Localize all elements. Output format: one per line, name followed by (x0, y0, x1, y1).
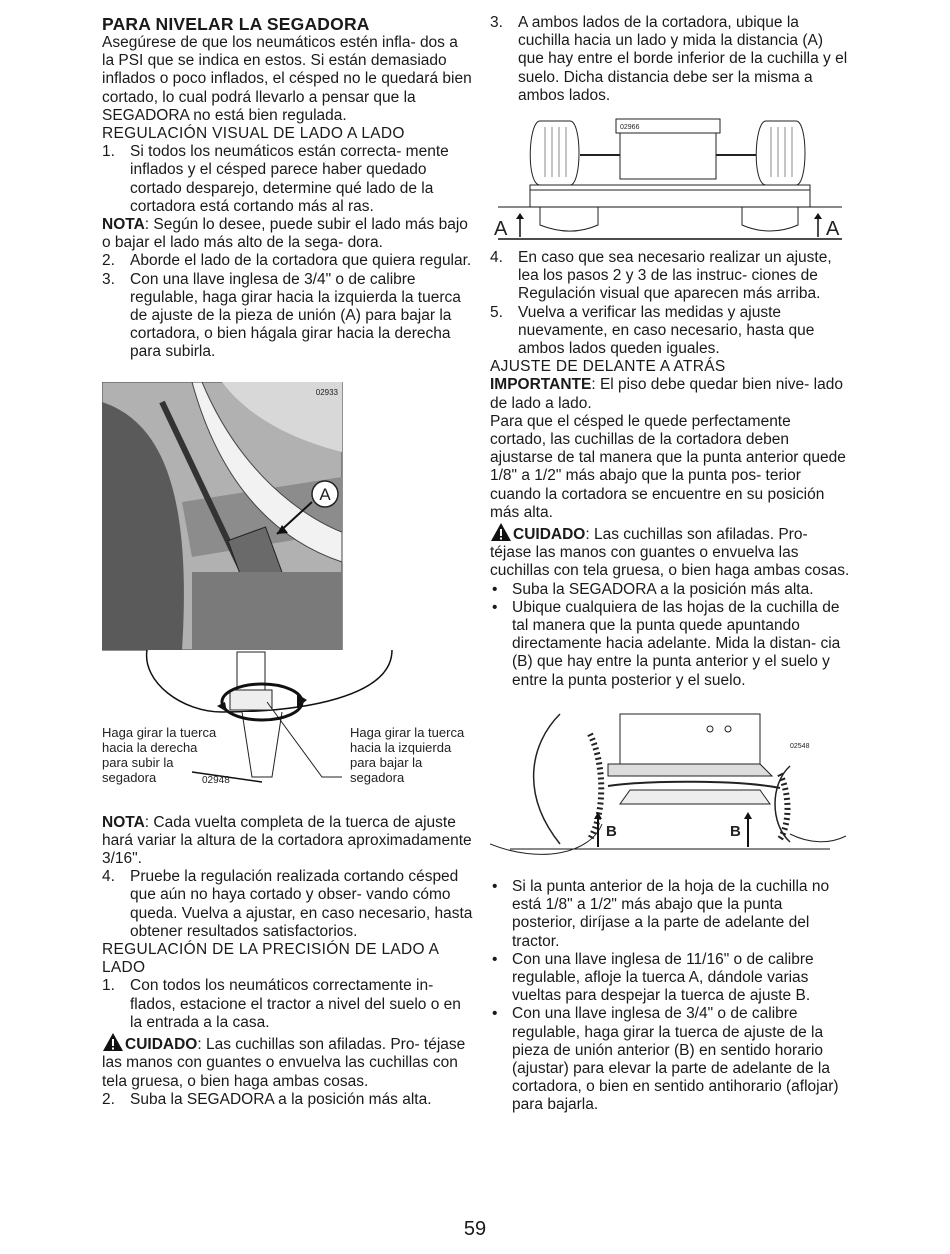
figure-code-4: 02548 (790, 742, 810, 750)
right-column (490, 14, 850, 1115)
bullet-loosen: • Con una llave inglesa de 11/16" o de calibre regulable, afloje la tuerca A, dándole varias vueltas para despejar la tuerca de ajuste B. (492, 950, 814, 1005)
figure-deck-front (490, 115, 850, 245)
caption-left-2: hacia la derecha (102, 739, 198, 755)
subheading-precision: REGULACIÓN DE LA PRECISIÓN DE LADO A LADO (102, 941, 439, 977)
caption-right-4: segadora (350, 769, 405, 785)
precision-step-3: 3. A ambos lados de la cortadora, ubique la cuchilla hacia un lado y mida la distancia (A) que hay entre el borde inferior de la cuchilla y el suelo. Dicha distancia debe ser la misma a ambos lados. (490, 14, 848, 104)
bullet-adjust: • Con una llave inglesa de 3/4" o de calibre regulable, haga girar la tuerca de ajuste de la pieza de unión anterior (B) en sentido horario (ajustar) para elevar la parte de adelante de la cortadora, o bien en sentido antihorario (aflojar) para bajarla. (492, 1005, 839, 1114)
note-1: NOTA: Según lo desee, puede subir el lado más bajo o bajar el lado más alto de la sega- dora. (102, 216, 468, 252)
step-1: 1. Si todos los neumáticos están correcta- mente inflados y el césped parece haber quedado cortado desparejo, determine qué lado de la cortadora está cortando más al ras. (102, 143, 449, 215)
figure-deck-side (490, 704, 850, 864)
caption-right-2: hacia la izquierda (350, 739, 452, 755)
callout-a: A (319, 484, 331, 504)
warning-icon (102, 1032, 124, 1052)
label-b-front: B (606, 822, 617, 840)
caption-right-1: Haga girar la tuerca (350, 724, 465, 740)
step-4: 4. Pruebe la regulación realizada cortando césped que aún no haya cortado y obser- vando cómo queda. Vuelva a ajustar, en caso necesario, hasta obtener resultados satisfactorios. (102, 868, 473, 940)
note-2: NOTA: Cada vuelta completa de la tuerca de ajuste hará variar la altura de la cortadora aproximadamente 3/16". (102, 813, 472, 868)
precision-step-2: 2. Suba la SEGADORA a la posición más alta. (102, 1090, 432, 1108)
front-back-paragraph: Para que el césped le quede perfectamente cortado, las cuchillas de la cortadora deben ajustarse de tal manera que la punta anterior quede 1/8" a 1/2" más abajo que la punta pos- terior cuando la cortadora se encuentre en su posición más alta. (490, 412, 846, 521)
bullet-raise: • Suba la SEGADORA a la posición más alta. (492, 580, 814, 598)
figure-linkage-nut (102, 382, 474, 802)
bullet-measure: • Ubique cualquiera de las hojas de la cuchilla de tal manera que la punta quede apuntando directamente hacia adelante. Mida la distan- cia (B) que hay entre la punta anterior y el suelo y entre la punta posterior y el suelo. (492, 598, 841, 689)
precision-step-5: 5. Vuelva a verificar las medidas y ajuste nuevamente, en caso necesario, hasta que ambos lados queden iguales. (490, 303, 815, 358)
intro-paragraph: Asegúrese de que los neumáticos estén infla- dos a la PSI que se indica en estos. Si están demasiado inflados o poco inflados, el césped no le quedará bien cortado, lo cual podrá llevarlo a pensar que la SEGADORA no está bien regulada. (102, 34, 472, 124)
caption-left-3: para subir la (102, 754, 174, 770)
figure-code: 02933 (315, 387, 338, 397)
precision-step-1: 1. Con todos los neumáticos correctamente in- flados, estacione el tractor a nivel del suelo o en la entrada a la casa. (102, 977, 461, 1031)
figure-code-3: 02966 (620, 124, 640, 132)
page-number: 59 (463, 1218, 487, 1240)
label-b-rear: B (730, 822, 741, 840)
label-a-right: A (826, 218, 840, 241)
caption-left-4: segadora (102, 769, 157, 785)
caution-right: CUIDADO: Las cuchillas son afiladas. Pro- téjase las manos con guantes o envuelva las cuchillas con tela gruesa, o bien haga ambas cosas. (490, 522, 850, 581)
important-note: IMPORTANTE: El piso debe quedar bien nive- lado de lado a lado. (490, 376, 843, 412)
caption-right-3: para bajar la (350, 754, 423, 770)
bullet-front-check: • Si la punta anterior de la hoja de la cuchilla no está 1/8" a 1/2" más abajo que la punta posterior, diríjase a la parte de adelante del tractor. (492, 877, 830, 950)
warning-icon (490, 522, 512, 542)
section-title: PARA NIVELAR LA SEGADORA (102, 14, 370, 34)
label-a-left: A (494, 218, 508, 241)
subheading-front-back: AJUSTE DE DELANTE A ATRÁS (490, 358, 726, 376)
caption-left-1: Haga girar la tuerca (102, 724, 217, 740)
figure-code-2: 02948 (202, 774, 230, 786)
caution-left: CUIDADO: Las cuchillas son afiladas. Pro- téjase las manos con guantes o envuelva las cuchillas con tela gruesa, o bien haga ambas cosas. (102, 1032, 474, 1091)
left-column (102, 14, 474, 1109)
precision-step-4: 4. En caso que sea necesario realizar un ajuste, lea los pasos 2 y 3 de las instruc- ciones de Regulación visual que aparecen más arriba. (490, 249, 832, 303)
step-3: 3. Con una llave inglesa de 3/4" o de calibre regulable, haga girar hacia la izquierda la tuerca de ajuste de la pieza de unión (A) para bajar la cortadora, o bien hágala girar hacia la derecha para subirla. (102, 270, 461, 361)
subheading-visual: REGULACIÓN VISUAL DE LADO A LADO (102, 125, 405, 143)
step-2: 2. Aborde el lado de la cortadora que quiera regular. (102, 252, 472, 270)
